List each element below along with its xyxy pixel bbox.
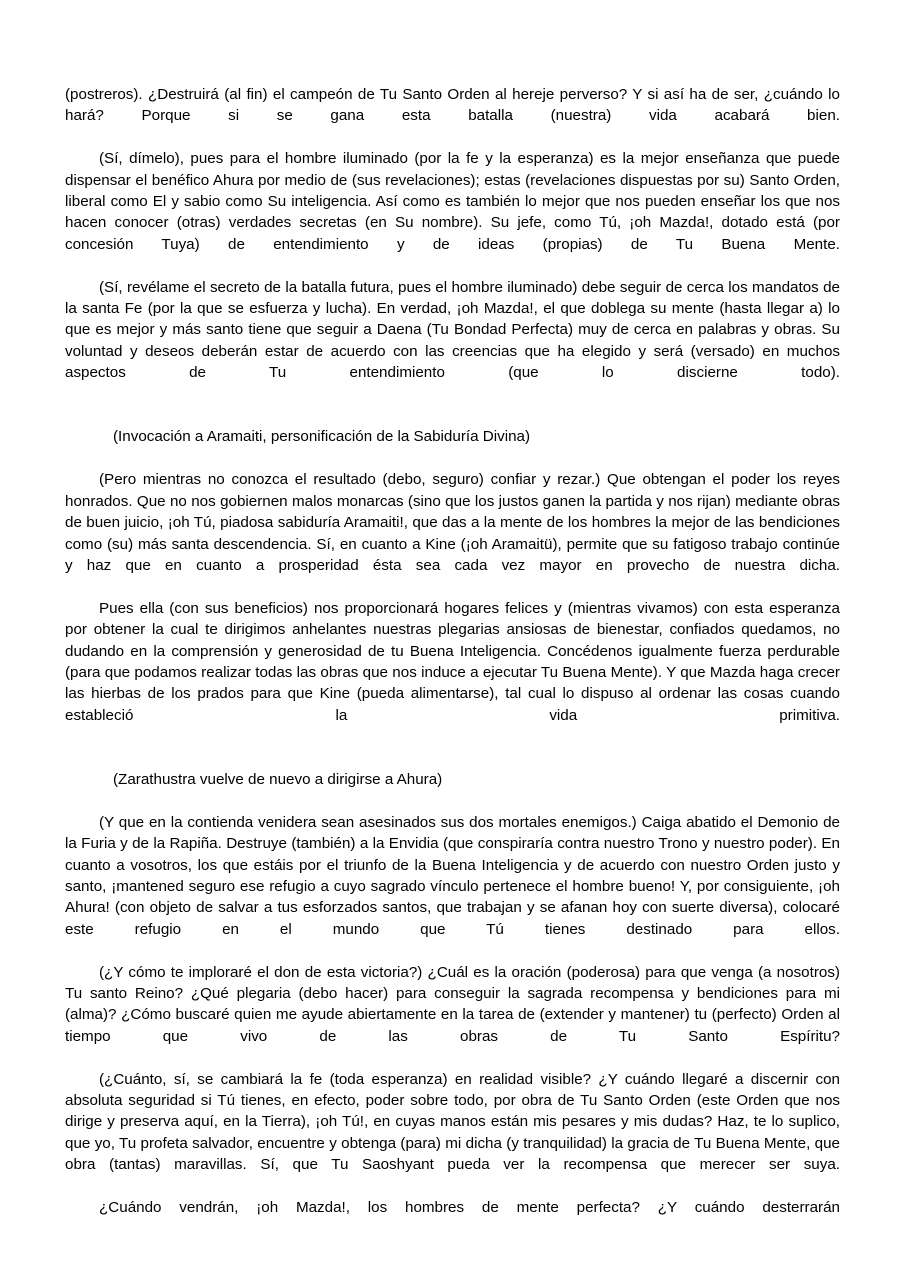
heading-zarathustra-dirigirse-ahura: (Zarathustra vuelve de nuevo a dirigirse a Ahura)	[113, 770, 443, 788]
paragraph-contienda-venidera: (Y que en la contienda venidera sean asesinados sus dos mortales enemigos.) Caiga abatido el Demonio de la Furia y de la Rapiña. Destruye (también) a la Envidia (que conspiraría contra nuestro Trono y nuestro poder). En cuanto a vosotros, los que estáis por el triunfo de la Buena Inteligencia y de acuerdo con nuestro Orden justo y santo, ¡mantened seguro ese refugio a cuyo sagrado vínculo pertenece el hombre bueno! Y, por consiguiente, ¡oh Ahura! (con objeto de salvar a tus esforzados santos, que trabajan y se afanan hoy con suerte diversa), colocaré este refugio en el mundo que Tú tienes destinado para ellos.	[65, 813, 840, 938]
paragraph-si-revelame: (Sí, revélame el secreto de la batalla futura, pues el hombre iluminado) debe seguir de cerca los mandatos de la santa Fe (por la que se esfuerza y lucha). En verdad, ¡oh Mazda!, el que doblega su mente (hasta llegar a) lo que es mejor y más santo tiene que seguir a Daena (Tu Bondad Perfecta) muy de cerca en palabras y obras. Su voluntad y deseos deberán estar de acuerdo con las creencias que ha elegido y será (versado) en muchos aspectos de Tu entendimiento (que lo discierne todo).	[65, 278, 840, 382]
paragraph-pero-mientras: (Pero mientras no conozca el resultado (debo, seguro) confiar y rezar.) Que obtengan el poder los reyes honrados. Que no nos gobiernen malos monarcas (sino que los justos ganen la partida y nos rijan) mediante obras de buen juicio, ¡oh Tú, piadosa sabiduría Aramaiti!, que das a la mente de los hombres la mejor de las bendiciones como (su) más santa descendencia. Sí, en cuanto a Kine (¡oh Aramaitü), permite que su fatigoso trabajo continúe y haz que en cuanto a prosperidad ésta sea cada vez mayor en provecho de nuestra dicha.	[65, 471, 840, 574]
paragraph-cuanto-si-se-cambiara: (¿Cuánto, sí, se cambiará la fe (toda esperanza) en realidad visible? ¿Y cuándo llegaré a discernir con absoluta seguridad si Tú tienes, en efecto, poder sobre todo, por obra de Tu Santo Orden (este Orden que nos dirige y preserva aquí, en la Tierra), ¡oh Tú!, en cuyas manos están mis pesares y mis dudas? Haz, te lo suplico, que yo, Tu profeta salvador, encuentre y obtenga (para) mi dicha (y tranquilidad) la gracia de Tu Buena Mente, que obra (tantas) maravillas. Sí, que Tu Saoshyant pueda ver la recompensa que merecer ser suya.	[65, 1070, 840, 1174]
paragraph-continued-postreros: (postreros). ¿Destruirá (al fin) el campeón de Tu Santo Orden al hereje perverso? Y si así ha de ser, ¿cuándo lo hará? Porque si se gana esta batalla (nuestra) vida acabará bien.	[65, 86, 840, 125]
heading-invocacion-aramaiti: (Invocación a Aramaiti, personificación de la Sabiduría Divina)	[113, 428, 531, 446]
paragraph-como-te-implorare: (¿Y cómo te imploraré el don de esta victoria?) ¿Cuál es la oración (poderosa) para que venga (a nosotros) Tu santo Reino? ¿Qué plegaria (debo hacer) para conseguir la sagrada recompensa y bendiciones para mi (alma)? ¿Cómo buscaré quien me ayude abiertamente en la tarea de (extender y mantener) tu (perfecto) Orden al tiempo que vivo de las obras de Tu Santo Espíritu?	[65, 963, 840, 1045]
paragraph-si-dimelo: (Sí, dímelo), pues para el hombre iluminado (por la fe y la esperanza) es la mejor enseñanza que puede dispensar el benéfico Ahura por medio de (sus revelaciones); estas (revelaciones dispuestas por su) Santo Orden, liberal como El y sabio como Su inteligencia. Así como es también lo mejor que nos pueden enseñar los que nos hacen conocer (otras) verdades secretas (en Su nombre). Su jefe, como Tú, ¡oh Mazda!, dotado está (por concesión Tuya) de entendimiento y de ideas (propias) de Tu Buena Mente.	[65, 150, 840, 253]
page-text-column	[65, 84, 840, 1240]
paragraph-pues-ella: Pues ella (con sus beneficios) nos proporcionará hogares felices y (mientras vivamos) con esta esperanza por obtener la cual te dirigimos anhelantes nuestras plegarias ansiosas de bienestar, confiados quedamos, no dudando en la comprensión y generosidad de tu Buena Inteligencia. Concédenos igualmente fuerza perdurable (para que podamos realizar todas las obras que nos induce a ejecutar Tu Buena Mente). Y que Mazda haga crecer las hierbas de los prados para que Kine (pueda alimentarse), tal cual lo dispuso al ordenar las cosas cuando estableció la vida primitiva.	[65, 599, 840, 724]
paragraph-cuando-vendran-partial: ¿Cuándo vendrán, ¡oh Mazda!, los hombres de mente perfecta? ¿Y cuándo desterrarán	[99, 1199, 840, 1217]
